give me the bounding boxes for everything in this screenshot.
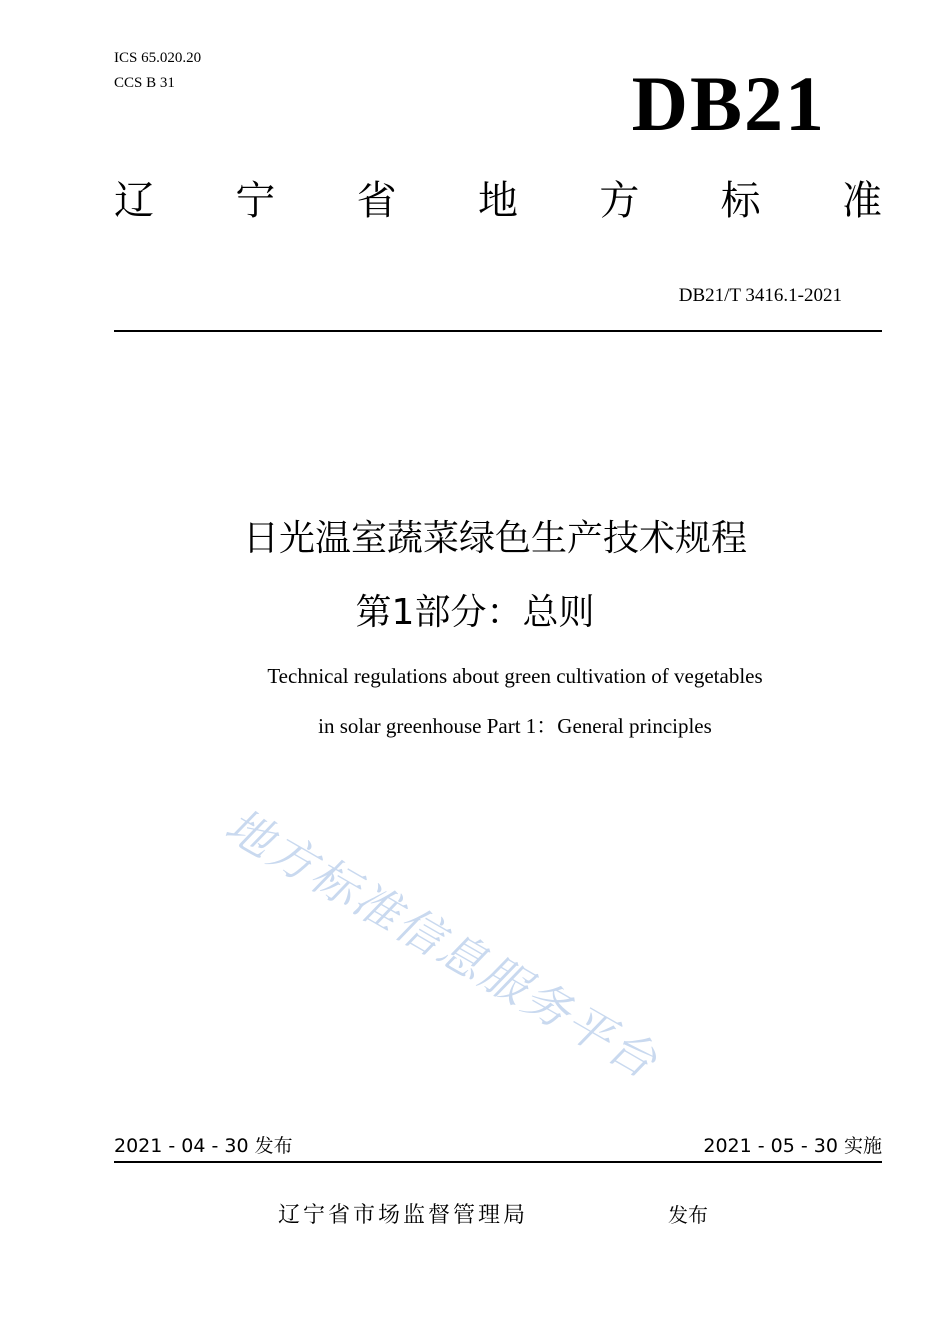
ccs-code: CCS B 31	[114, 75, 175, 91]
title-english-line-1: Technical regulations about green cultivation of vegetables	[267, 664, 763, 688]
standard-type-char: 方	[599, 178, 640, 224]
standard-type-heading	[114, 178, 882, 224]
watermark: 地方标准信息服务平台	[216, 797, 668, 1090]
header-divider	[114, 330, 882, 332]
standard-number: DB21/T 3416.1-2021	[678, 285, 842, 306]
implementation-date: 2021 - 05 - 30 实施	[703, 1135, 882, 1157]
title-english-line-2: in solar greenhouse Part 1：General principles	[318, 714, 712, 738]
issue-label: 发布	[668, 1203, 708, 1227]
footer-divider	[114, 1161, 882, 1163]
issue-date: 2021 - 04 - 30 发布	[114, 1135, 293, 1157]
title-chinese: 日光温室蔬菜绿色生产技术规程	[242, 518, 747, 559]
standard-code-logo: DB21	[631, 60, 826, 147]
standard-type-char: 宁	[235, 178, 276, 224]
standard-type-char: 省	[356, 178, 397, 224]
standard-type-char: 辽	[114, 178, 154, 224]
issuing-authority: 辽宁省市场监督管理局	[278, 1203, 529, 1228]
standard-type-char: 地	[477, 178, 518, 224]
standard-type-char: 准	[841, 178, 882, 224]
ics-code: ICS 65.020.20	[114, 50, 202, 66]
subtitle-chinese: 第1部分：总则	[355, 592, 595, 633]
standard-type-char: 标	[720, 178, 761, 224]
